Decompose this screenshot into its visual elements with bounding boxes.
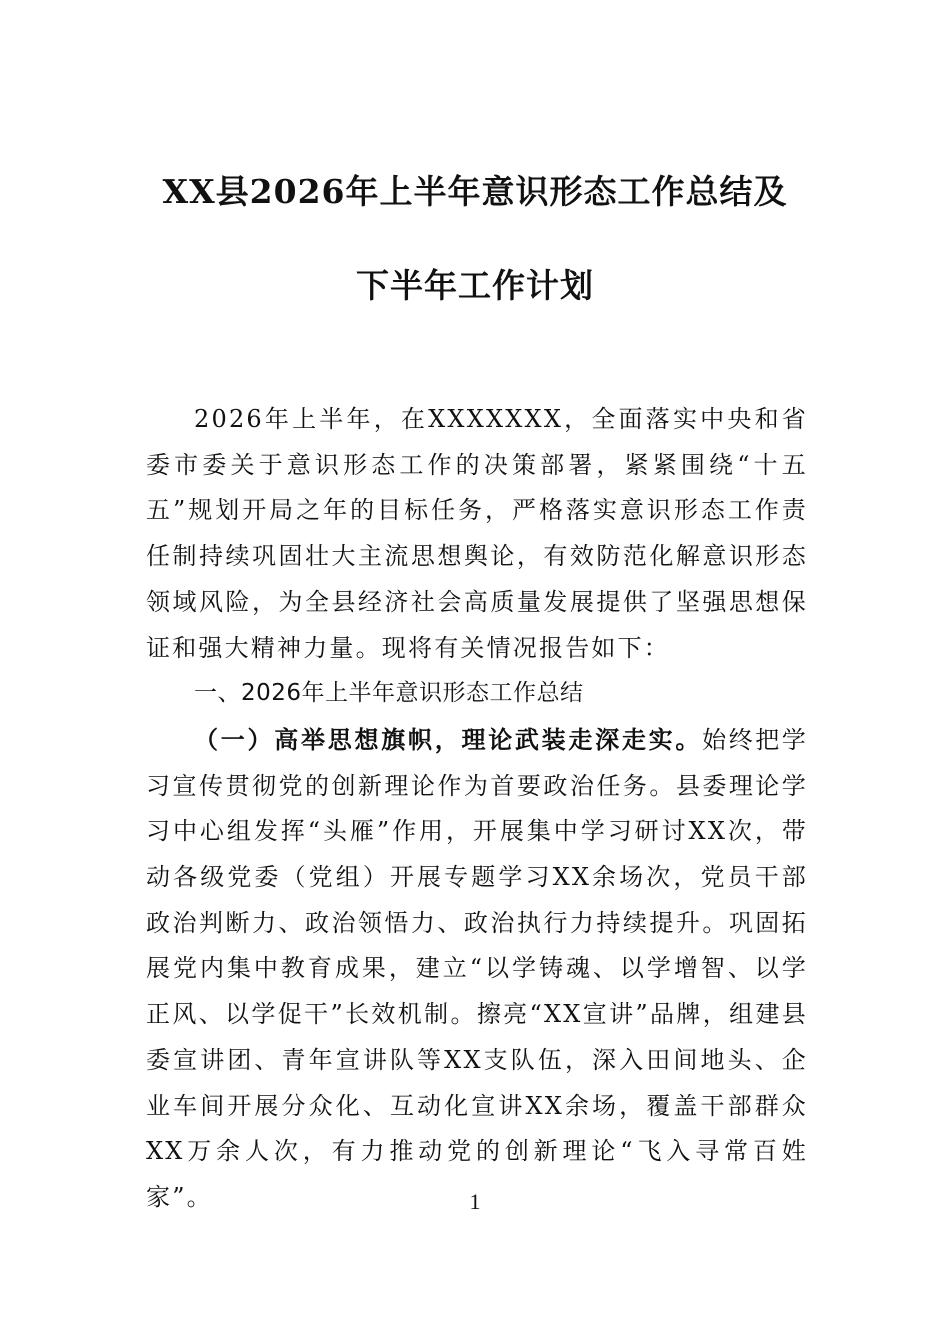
subsection-body-1: 始终把学习宣传贯彻党的创新理论作为首要政治任务。县委理论学习中心组发挥“头雁”作用，开展集中学习研讨XX次，带动各级党委（党组）开展专题学习XX余场次，党员干部政治判断力、政治领悟力、政治执行力持续提升。巩固拓展党内集中教育成果，建立“以学铸魂、以学增智、以学正风、以学促干”长效机制。擦亮“XX宣讲”品牌，组建县委宣讲团、青年宣讲队等XX支队伍，深入田间地头、企业车间开展分众化、互动化宣讲XX余场，覆盖干部群众XX万余人次，有力推动党的创新理论“飞入寻常百姓家”。 bbox=[146, 725, 808, 1211]
document-title-line-1: XX县2026年上半年意识形态工作总结及 bbox=[162, 172, 788, 211]
document-body bbox=[146, 397, 808, 1221]
subsection-heading-1: （一）高举思想旗帜，理论武装走深走实。 bbox=[194, 724, 703, 754]
subsection-paragraph-1 bbox=[146, 717, 808, 1221]
page-number: 1 bbox=[469, 1189, 481, 1214]
section-heading-1: 一、2026年上半年意识形态工作总结 bbox=[194, 680, 584, 707]
document-title-line-2: 下半年工作计划 bbox=[356, 266, 594, 305]
intro-paragraph: 2026年上半年，在XXXXXXX，全面落实中央和省委市委关于意识形态工作的决策部署，紧紧围绕“十五五”规划开局之年的目标任务，严格落实意识形态工作责任制持续巩固壮大主流思想舆论，有效防范化解意识形态领域风险，为全县经济社会高质量发展提供了坚强思想保证和强大精神力量。现将有关情况报告如下： bbox=[146, 405, 808, 662]
